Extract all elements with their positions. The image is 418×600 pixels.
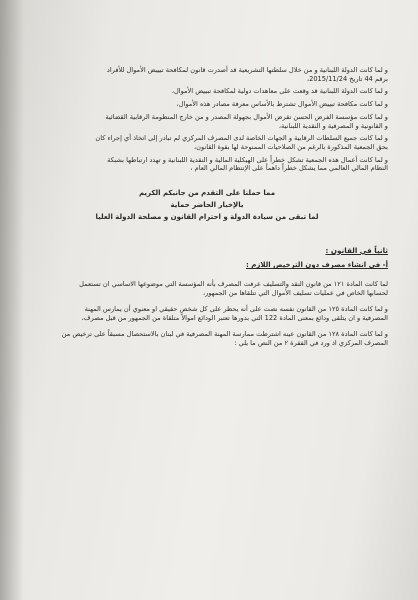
paragraph	[26, 330, 388, 347]
text-line: و لما كانت الدولة اللبنانية قد وقعت على معاهدات دولية لمكافحة تبييض الأموال،	[171, 87, 388, 96]
text-line: و لما كانت الدولة اللبنانية و من خلال سلطتها التشريعية قد أصدرت قانون لمكافحة تبييض الأموال للأفراد	[106, 66, 388, 74]
text-line: المصرف المركزي اذ ورد في الفقرة ٢ من النص ما يلي :	[234, 339, 388, 348]
closing-line-3: لما تبقى من سيادة الدولة و احترام القانون و مصلحة الدولة العليا	[95, 212, 319, 221]
text-line: لما كانت المادة ١٢١ من قانون النقد والتسليف عرفت المصرف بأنه المؤسسة التي موضوعها الاساسي ان تستعمل	[79, 280, 388, 289]
text-line: و لما كانت مكافحة تبييض الأموال تشترط بالأساس معرفة مصادر هذه الأموال،	[176, 100, 388, 109]
text-line: المصرفية و ان يتلقى ودائع بمعنى المادة 122 التي بدورها تعتبر الودائع اموالاً متلقاة من الجمهور من قبل مصرف،	[81, 313, 388, 322]
paragraph	[26, 305, 388, 322]
text-line: و القانونية و المصرفية و النقدية اللبنانية،	[278, 121, 388, 130]
subsection-heading: أ- في انشاء مصرف دون الترخيص اللازم :	[245, 261, 388, 270]
page-edge-shadow	[0, 0, 24, 600]
closing-line-1: مما حملنا على التقدم من جانبكم الكريم	[138, 188, 276, 197]
text-line: لحسابها الخاص في عمليات تسليف الأموال التي تتلقاها من الجمهور،	[202, 288, 388, 297]
paragraph	[26, 280, 388, 297]
text-line: و لما كانت المادة ١٢٨ من القانون عينه اشترطت ممارسة المهنة المصرفية في لبنان بالاستحصال مسبقاً على ترخيص من	[61, 330, 388, 339]
paragraph	[26, 134, 388, 151]
paragraph	[26, 156, 388, 173]
closing-block	[26, 187, 388, 223]
text-line: و لما كانت مؤسسة الفرض الحسن تقرض الأموال بجهولة المصدر و من خارج المنظومة الرقابية القضائية	[105, 112, 388, 121]
paragraph	[26, 66, 388, 83]
paragraph	[26, 87, 388, 96]
text-line: النظام المالي العالمي مما يشكل خطراً داهماً على الإنتظام المالي العام ،	[190, 164, 388, 173]
closing-line-2: بالإخبار الحاضر حماية	[170, 200, 244, 209]
paragraph	[26, 100, 388, 109]
text-line: بحق الجمعية المذكورة بالرغم من الصلاحيات الممنوحة لها بقوة القانون،	[194, 142, 388, 151]
text-line: و لما كانت أعمال هذه الجمعية تشكل خطراً على الهيكلية المالية و النقدية اللبنانية و تهدد ارتباطها بشبكة	[107, 155, 388, 164]
section-heading: ثانياً في القانون :	[325, 245, 388, 255]
intro-section	[26, 66, 388, 173]
text-line: برقم 44 تاريخ 2015/11/24،	[307, 74, 388, 83]
document-body	[26, 66, 388, 352]
paragraph	[26, 113, 388, 130]
text-line: و لما كانت المادة ١٢٥ من القانون نفسه نصت على أنه يحظر على كل شخص حقيقي او معنوي أن يمارس المهنة	[84, 305, 388, 314]
law-section	[26, 280, 388, 348]
text-line: و لما كانت جميع السلطات الرقابية و الجهات الخاصة لدى المصرف المركزي لم تبادر إلى اتخاذ أي إجراء كان	[95, 134, 388, 143]
